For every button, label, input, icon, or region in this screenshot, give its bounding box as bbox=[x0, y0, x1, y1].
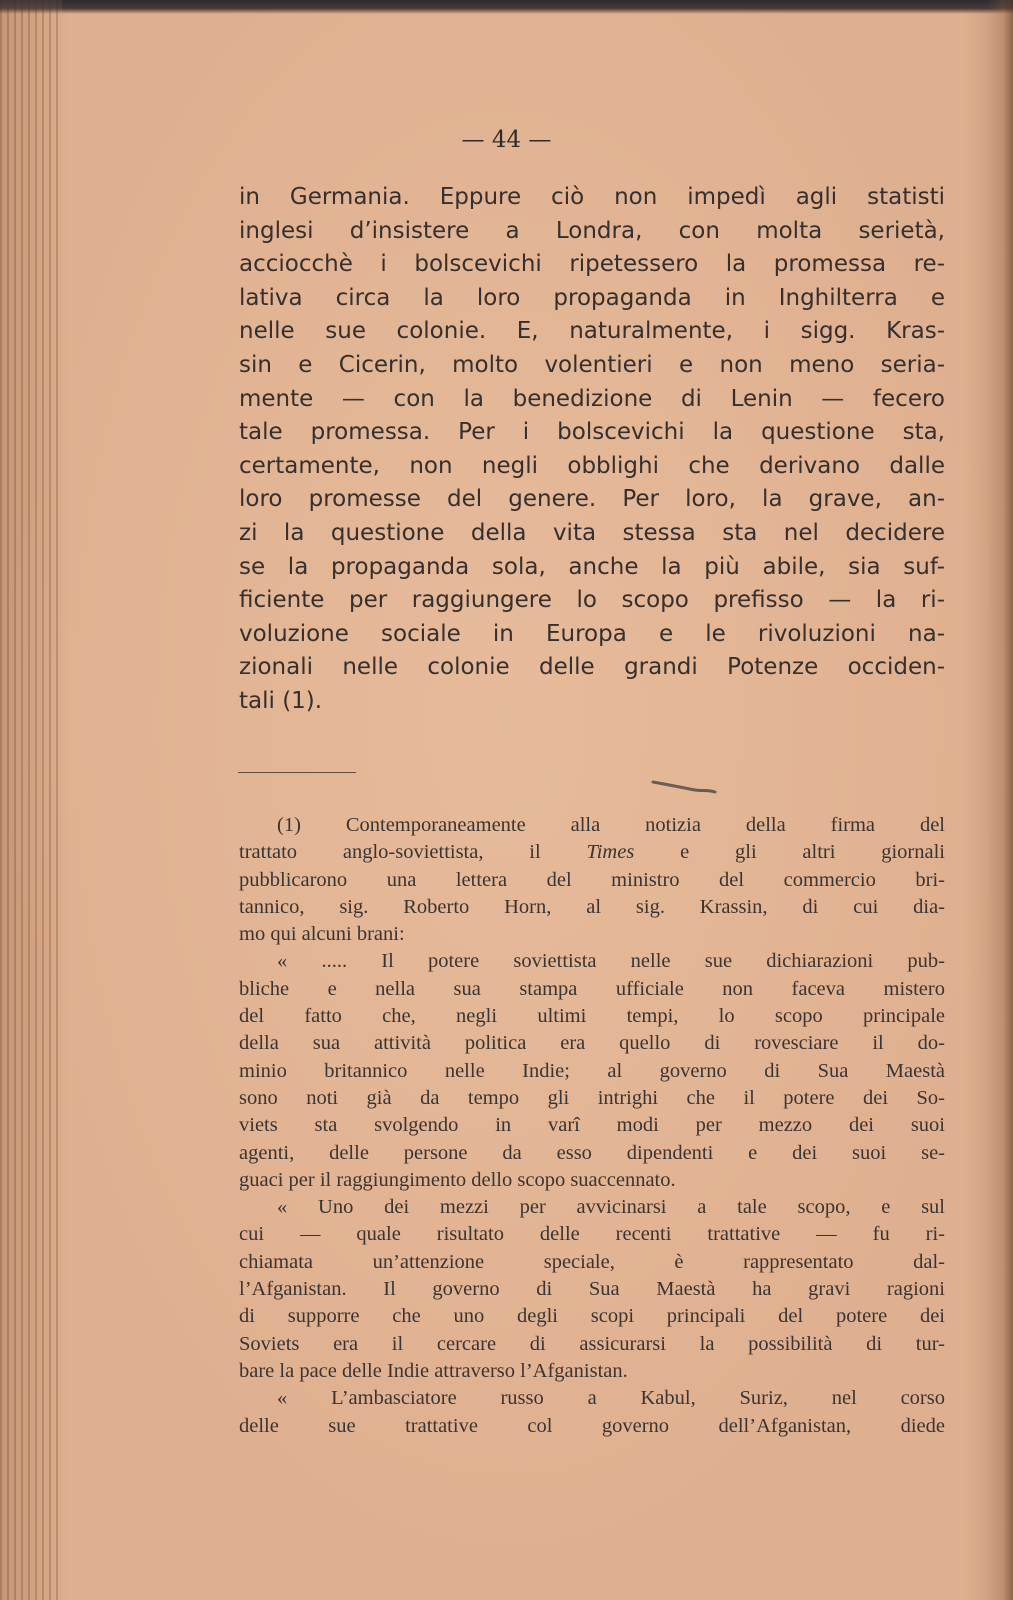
footnote-line: bliche e nella sua stampa ufficiale non faceva mistero bbox=[239, 977, 945, 1000]
newspaper-title: Times bbox=[586, 841, 635, 864]
footnote-line: della sua attività politica era quello di rovesciare il do- bbox=[239, 1032, 945, 1055]
footnote-line: di supporre che uno degli scopi principali del potere dei bbox=[239, 1305, 945, 1328]
footnote-text: e gli altri giornali bbox=[634, 841, 945, 864]
page-binding-edge bbox=[0, 0, 62, 1600]
body-line: mente — con la benedizione di Lenin — fecero bbox=[239, 385, 945, 412]
body-line: zi la questione della vita stessa sta nel decidere bbox=[239, 519, 945, 546]
footnote-line: guaci per il raggiungimento dello scopo suaccennato. bbox=[239, 1168, 676, 1191]
page-right-edge bbox=[987, 0, 1013, 1600]
footnote-line: Soviets era il cercare di assicurarsi la possibilità di tur- bbox=[239, 1332, 945, 1355]
footnote-line: l’Afganistan. Il governo di Sua Maestà ha gravi ragioni bbox=[239, 1278, 945, 1301]
body-line: loro promesse del genere. Per loro, la grave, an- bbox=[239, 486, 945, 513]
body-line: se la propaganda sola, anche la più abile, sia suf- bbox=[239, 553, 945, 580]
footnote-line: viets sta svolgendo in varî modi per mezzo dei suoi bbox=[239, 1114, 945, 1137]
page-number: — 44 — bbox=[461, 127, 552, 153]
body-line: tale promessa. Per i bolscevichi la questione sta, bbox=[239, 419, 945, 446]
footnote-separator bbox=[238, 772, 356, 773]
body-line: tali (1). bbox=[239, 687, 323, 714]
body-line: zionali nelle colonie delle grandi Potenze occiden- bbox=[239, 654, 945, 681]
footnote-line: « ..... Il potere soviettista nelle sue dichiarazioni pub- bbox=[277, 950, 945, 973]
footnote-line bbox=[239, 839, 945, 866]
body-line: sin e Cicerin, molto volentieri e non meno seria- bbox=[239, 351, 945, 378]
footnote-line: (1) Contemporaneamente alla notizia della firma del bbox=[277, 814, 945, 836]
footnote-line: agenti, delle persone da esso dipendenti e dei suoi se- bbox=[239, 1141, 945, 1164]
body-line: nelle sue colonie. E, naturalmente, i sigg. Kras- bbox=[239, 318, 945, 345]
body-line: in Germania. Eppure ciò non impedì agli statisti bbox=[239, 184, 945, 210]
footnote-line: « L’ambasciatore russo a Kabul, Suriz, nel corso bbox=[277, 1387, 945, 1410]
footnote-line: sono noti già da tempo gli intrighi che il potere dei So- bbox=[239, 1086, 945, 1109]
body-text bbox=[239, 181, 945, 719]
footnote-line: pubblicarono una lettera del ministro del commercio bri- bbox=[239, 868, 945, 891]
footnote-line: « Uno dei mezzi per avvicinarsi a tale scopo, e sul bbox=[277, 1196, 945, 1219]
ink-smudge-mark bbox=[651, 778, 721, 796]
footnote-line: tannico, sig. Roberto Horn, al sig. Krassin, di cui dia- bbox=[239, 895, 945, 918]
page-top-edge bbox=[0, 0, 1013, 14]
footnote-line: cui — quale risultato delle recenti trattative — fu ri- bbox=[239, 1223, 945, 1246]
footnote-text: trattato anglo-soviettista, il bbox=[239, 841, 587, 864]
footnote-line: del fatto che, negli ultimi tempi, lo scopo principale bbox=[239, 1005, 945, 1028]
body-line: acciocchè i bolscevichi ripetessero la promessa re- bbox=[239, 251, 945, 278]
body-line: ficiente per raggiungere lo scopo prefisso — la ri- bbox=[239, 587, 945, 614]
body-line: certamente, non negli obblighi che derivano dalle bbox=[239, 452, 945, 479]
footnote-line: bare la pace delle Indie attraverso l’Afganistan. bbox=[239, 1359, 628, 1382]
footnote-line: mo qui alcuni brani: bbox=[239, 923, 405, 946]
footnote-line: delle sue trattative col governo dell’Afganistan, diede bbox=[239, 1414, 945, 1437]
body-line: lativa circa la loro propaganda in Inghilterra e bbox=[239, 284, 945, 311]
footnote bbox=[239, 812, 945, 1440]
footnote-line: chiamata un’attenzione speciale, è rappresentato dal- bbox=[239, 1250, 945, 1273]
body-line: voluzione sociale in Europa e le rivoluzioni na- bbox=[239, 620, 945, 647]
footnote-line: minio britannico nelle Indie; al governo di Sua Maestà bbox=[239, 1059, 945, 1082]
body-line: inglesi d’insistere a Londra, con molta serietà, bbox=[239, 217, 945, 244]
